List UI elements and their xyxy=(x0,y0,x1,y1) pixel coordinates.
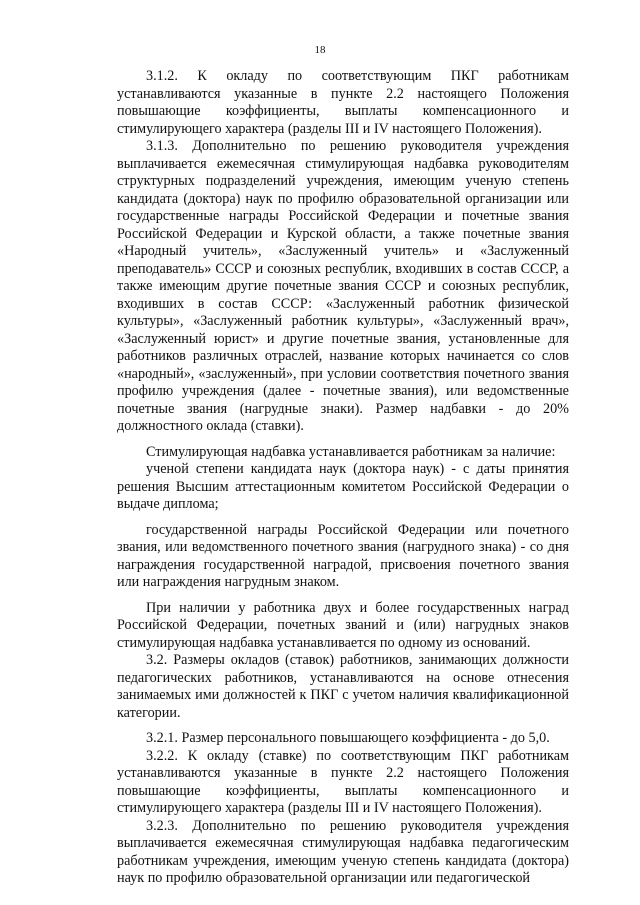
paragraph-bonus-grounds-intro: Стимулирующая надбавка устанавливается работникам за наличие: xyxy=(146,443,556,460)
paragraph-state-award: государственной награды Российской Федерации или почетного звания, или ведомственного почетного звания (нагрудного знака) - со дня награждения государственной наградой, присвоения почетного звания или награждения нагрудным знаком. xyxy=(117,521,569,590)
paragraph-3-1-3: 3.1.3. Дополнительно по решению руководителя учреждения выплачивается ежемесячная стимулирующая надбавка руководителям структурных подразделений учреждения, имеющим ученую степень кандидата (доктора) наук по профилю образовательной организации или государственные награды Российской Федерации и почетные звания Российской Федерации и Курской области, а также почетные звания «Народный учитель», «Заслуженный учитель» и «Заслуженный преподаватель» СССР и союзных республик, входивших в состав СССР, а также имеющим другие почетные звания СССР и союзных республик, входивших в состав СССР: «Заслуженный работник физической культуры», «Заслуженный работник культуры», «Заслуженный врач», «Заслуженный юрист» и другие почетные звания, установленные для работников различных отраслей, название которых начинается со слов «народный», «заслуженный», при условии соответствия почетного звания профилю учреждения (далее - почетные звания), или ведомственные почетные звания (нагрудные знаки). Размер надбавки - до 20% должностного оклада (ставки). xyxy=(117,138,569,434)
document-body xyxy=(117,68,569,888)
paragraph-multiple-awards: При наличии у работника двух и более государственных наград Российской Федерации, почетных званий и (или) нагрудных знаков стимулирующая надбавка устанавливается по одному из оснований. xyxy=(117,599,569,651)
paragraph-3-2-1: 3.2.1. Размер персонального повышающего коэффициента - до 5,0. xyxy=(146,730,550,746)
paragraph-3-2-3: 3.2.3. Дополнительно по решению руководителя учреждения выплачивается ежемесячная стимулирующая надбавка педагогическим работникам учреждения, имеющим ученую степень кандидата (доктора) наук по профилю образовательной организации или педагогической xyxy=(117,817,569,886)
paragraph-3-2: 3.2. Размеры окладов (ставок) работников, занимающих должности педагогических работников, устанавливаются на основе отнесения занимаемых ими должностей к ПКГ с учетом наличия квалификационной категории. xyxy=(117,652,569,721)
page-number: 18 xyxy=(314,44,326,56)
paragraph-3-2-2: 3.2.2. К окладу (ставке) по соответствующим ПКГ работникам устанавливаются указанные в пункте 2.2 настоящего Положения повышающие коэффициенты, выплаты компенсационного и стимулирующего характера (разделы III и IV настоящего Положения). xyxy=(117,747,569,816)
paragraph-3-1-2: 3.1.2. К окладу по соответствующим ПКГ работникам устанавливаются указанные в пункте 2.2 настоящего Положения повышающие коэффициенты, выплаты компенсационного и стимулирующего характера (разделы III и IV настоящего Положения). xyxy=(117,68,569,137)
paragraph-academic-degree: ученой степени кандидата наук (доктора наук) - с даты принятия решения Высшим аттестационным комитетом Российской Федерации о выдаче диплома; xyxy=(117,461,569,512)
